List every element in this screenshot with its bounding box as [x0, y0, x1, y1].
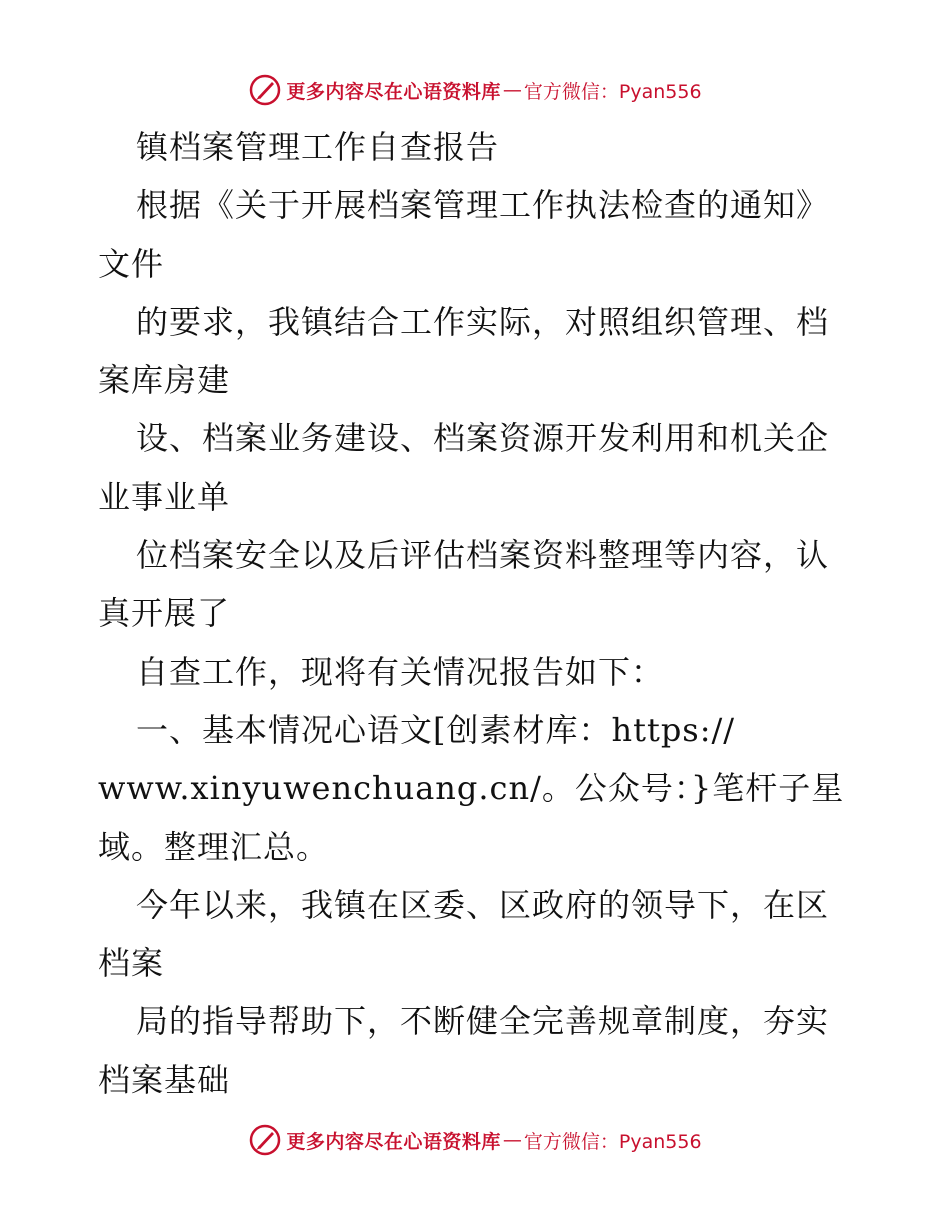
header-banner	[0, 70, 950, 110]
text-line: 自查工作，现将有关情况报告如下：	[136, 652, 665, 691]
text-line: 设、档案业务建设、档案资源开发利用和机关企	[136, 419, 830, 458]
footer-banner	[0, 1120, 950, 1160]
quill-pen-logo-icon	[248, 1123, 282, 1157]
quill-pen-logo-icon	[248, 73, 282, 107]
text-line: 局的指导帮助下，不断健全完善规章制度，夯实	[136, 1002, 830, 1041]
banner-separator: —	[502, 1129, 522, 1151]
text-line: 域。整理汇总。	[98, 827, 330, 866]
banner-wechat: 官方微信：Pyan556	[523, 1130, 702, 1153]
text-line: 根据《关于开展档案管理工作执法检查的通知》	[136, 186, 830, 225]
text-line: 案库房建	[98, 361, 231, 400]
document-title: 镇档案管理工作自查报告	[136, 128, 500, 166]
text-line: 业事业单	[98, 477, 231, 516]
document-body	[98, 118, 858, 1109]
text-line: 文件	[98, 244, 165, 283]
banner-wechat: 官方微信：Pyan556	[523, 80, 702, 103]
banner-separator: —	[502, 79, 522, 101]
text-line: 今年以来，我镇在区委、区政府的领导下，在区	[136, 885, 830, 924]
text-line: 的要求，我镇结合工作实际，对照组织管理、档	[136, 302, 830, 341]
text-line: 真开展了	[98, 594, 231, 633]
section-heading: 一、基本情况心语文[创素材库：https://	[136, 710, 736, 749]
text-line: 位档案安全以及后评估档案资料整理等内容，认	[136, 536, 830, 575]
text-line: www.xinyuwenchuang.cn/。公众号：}笔杆子星	[98, 769, 845, 808]
text-line: 档案基础	[98, 1060, 231, 1099]
text-line: 档案	[98, 944, 165, 983]
banner-title: 更多内容尽在心语资料库	[286, 1130, 501, 1153]
banner-title: 更多内容尽在心语资料库	[286, 80, 501, 103]
